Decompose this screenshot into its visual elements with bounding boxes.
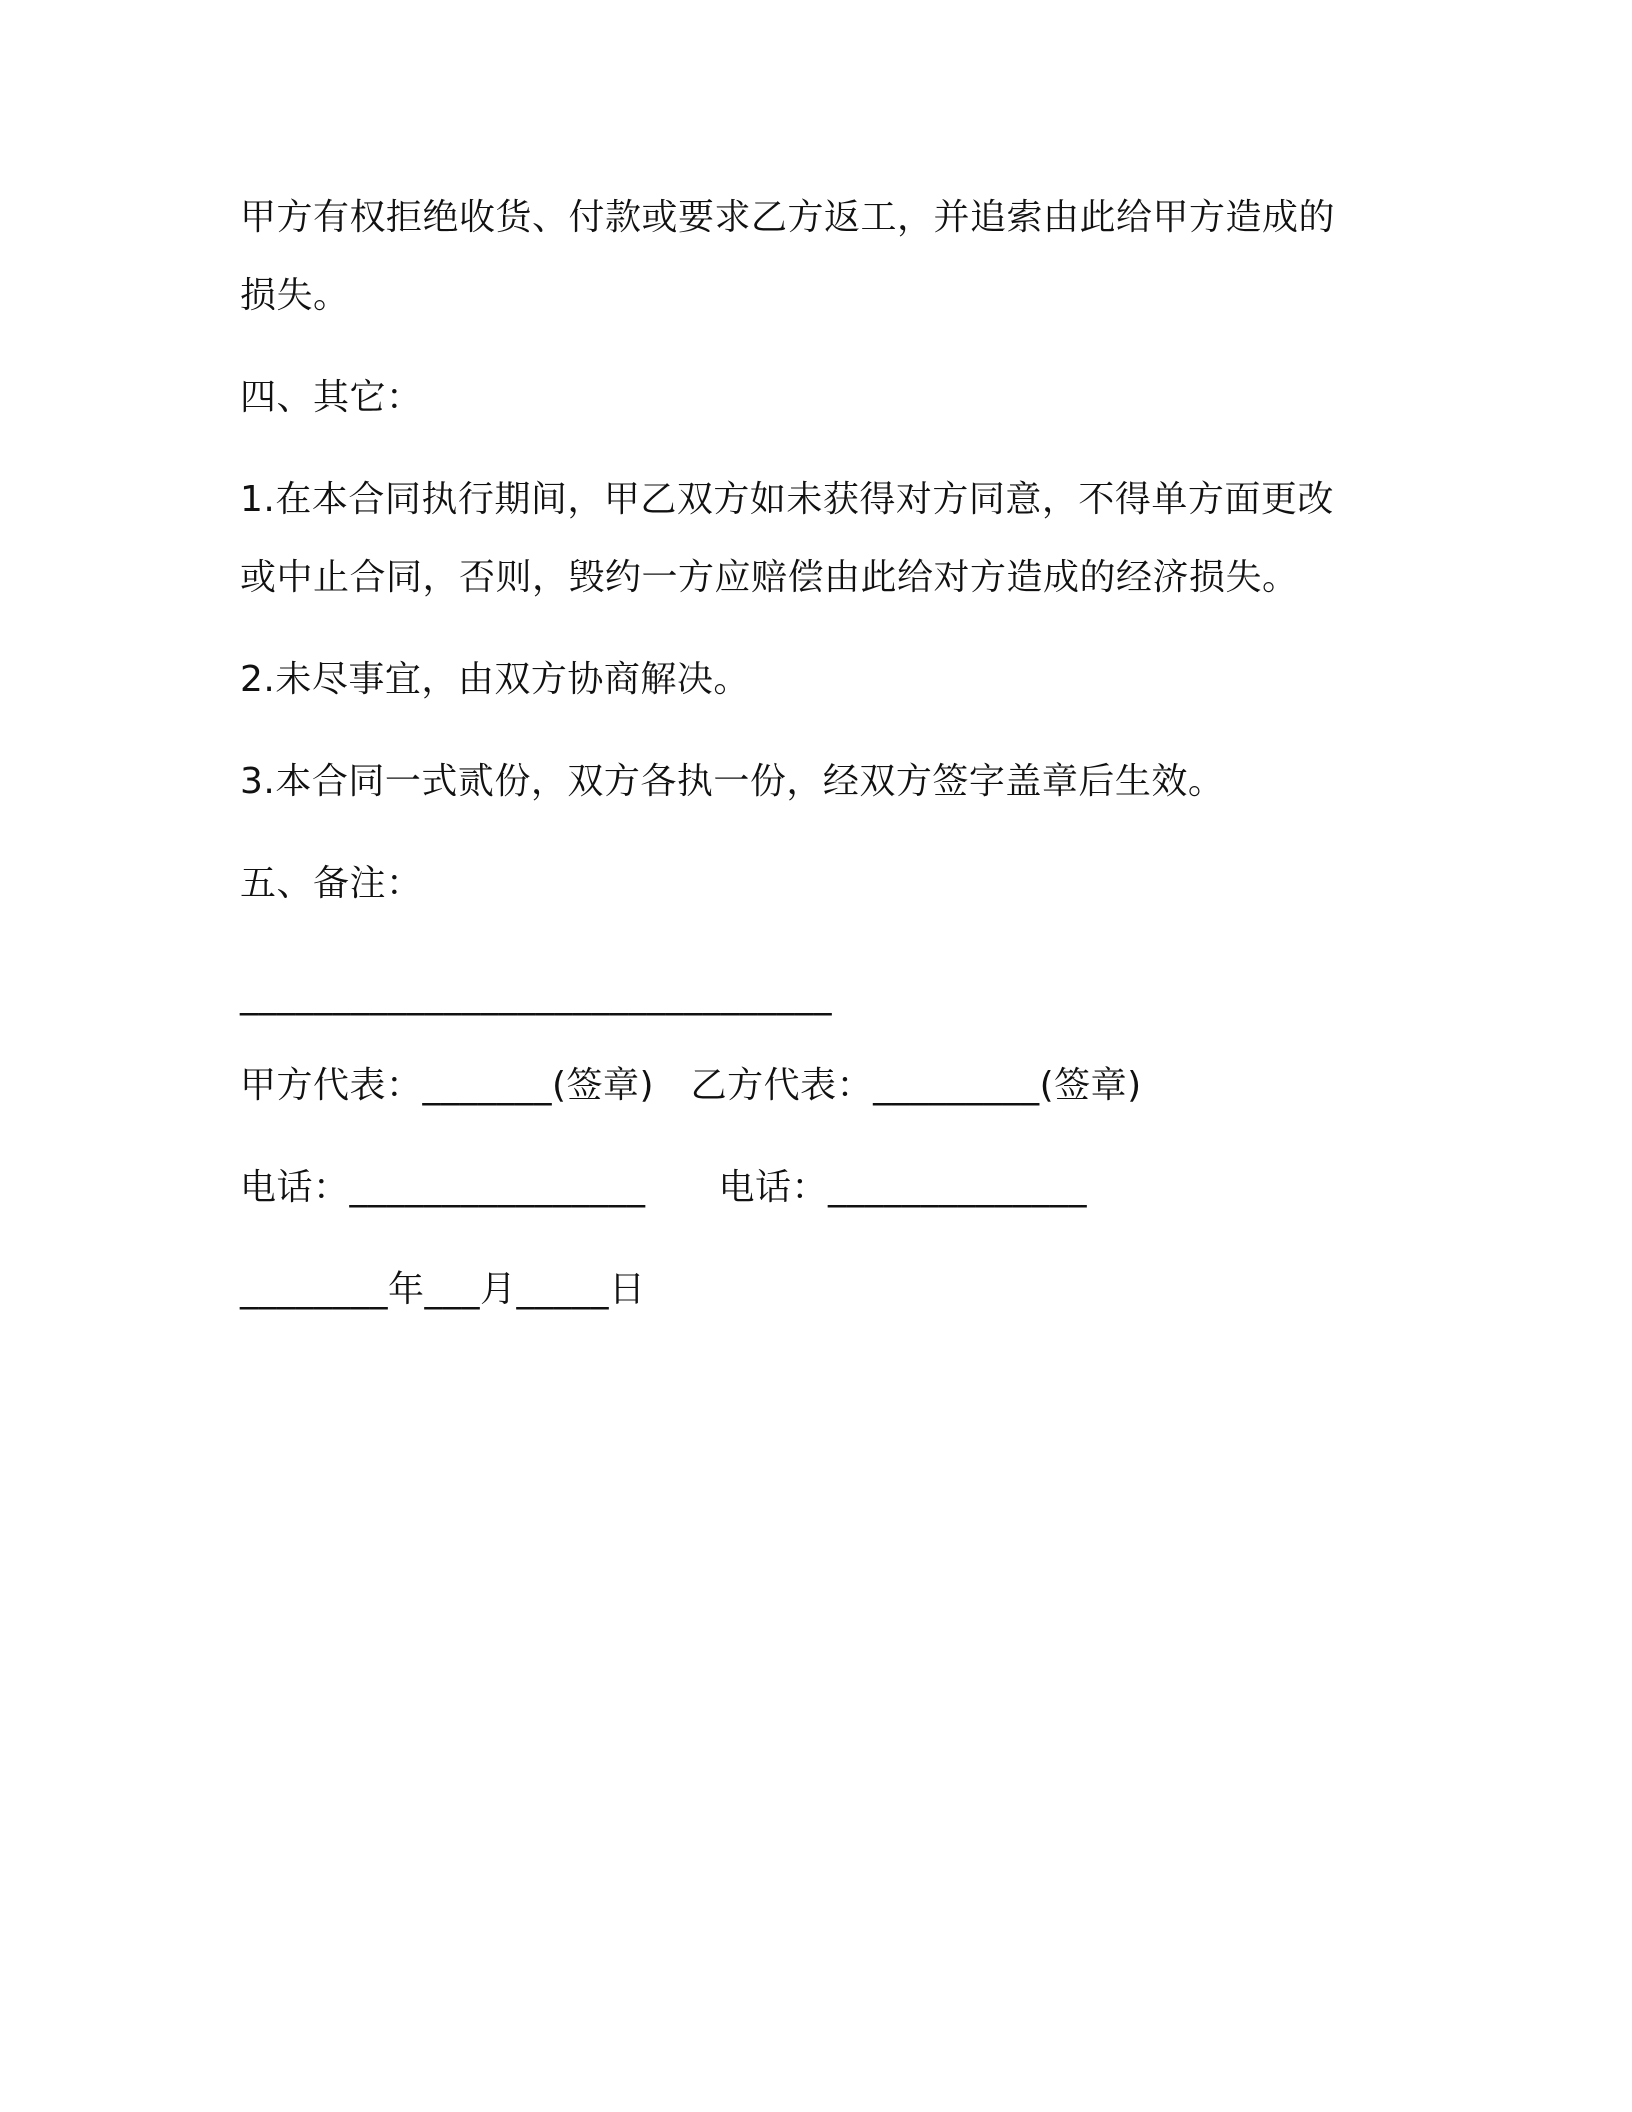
paragraph-line-2: 损失。 xyxy=(240,275,350,316)
date-line: ________年___月_____日 xyxy=(240,1269,646,1310)
signature-line: 甲方代表：_______(签章) 乙方代表：_________(签章) xyxy=(240,1065,1142,1106)
phone-line: 电话：________________ 电话：______________ xyxy=(240,1167,1088,1208)
clause-3: 3.本合同一式贰份，双方各执一份，经双方签字盖章后生效。 xyxy=(240,761,1225,802)
remarks-blank-line: ________________________________ xyxy=(240,975,832,1016)
clause-1-line-2: 或中止合同，否则，毁约一方应赔偿由此给对方造成的经济损失。 xyxy=(240,557,1299,598)
paragraph-line-1: 甲方有权拒绝收货、付款或要求乙方返工，并追索由此给甲方造成的 xyxy=(240,197,1336,238)
section-heading-other: 四、其它： xyxy=(240,377,423,418)
clause-1-line-1: 1.在本合同执行期间，甲乙双方如未获得对方同意，不得单方面更改 xyxy=(240,479,1334,520)
section-heading-remarks: 五、备注： xyxy=(240,863,423,904)
clause-2: 2.未尽事宜，由双方协商解决。 xyxy=(240,659,750,700)
